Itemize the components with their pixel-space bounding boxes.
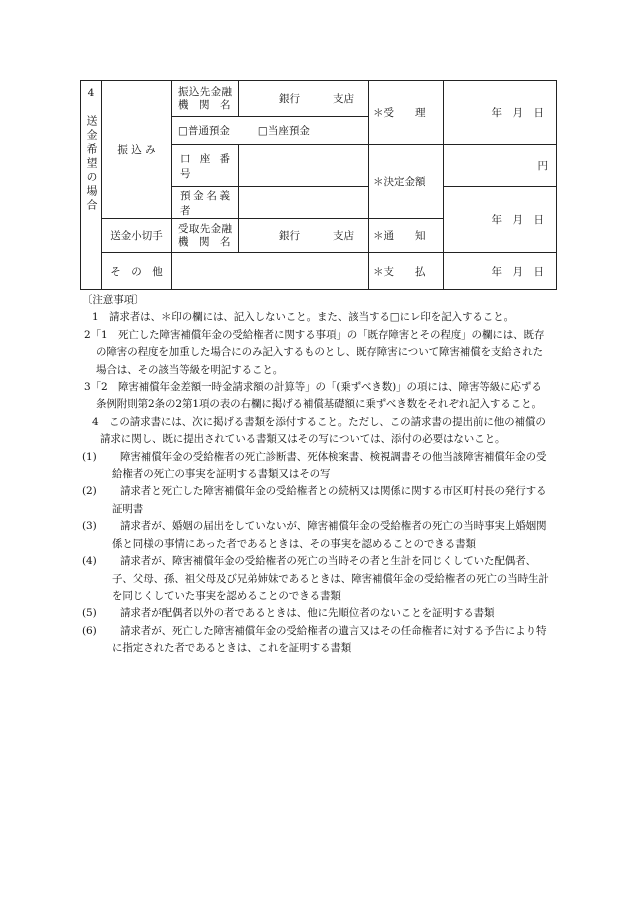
- note-subitem-3: [82, 518, 552, 553]
- receipt-label: ＊受 理: [369, 81, 444, 145]
- money-order-label: 送金小切手: [102, 219, 172, 253]
- section-number: 4: [87, 87, 95, 99]
- bank-word-2: 銀行: [279, 230, 300, 242]
- subitem-text: 請求者が、障害補償年金の受給権者の死亡の当時その者と生計を同じくしていた配偶者、子、父母、孫、祖父母及び兄弟姉妹であるときは、障害補償年金の受給権者の死亡の当時生計を同じくしていた事実を認めることのできる書類: [112, 555, 549, 602]
- branch-word-2: 支店: [333, 230, 354, 242]
- note-subitem-5: [82, 605, 552, 622]
- account-number-label: 口 座 番 号: [172, 145, 239, 187]
- other-label: そ の 他: [102, 253, 172, 290]
- transfer-label: 振 込 み: [102, 81, 172, 219]
- subitem-text: 請求者が、死亡した障害補償年金の受給権者の遺言又はその任命権者に対する予告により特に指定された者であるときは、これを証明する書類: [112, 624, 547, 655]
- transfer-bank-label-line1: 振込先金融: [178, 85, 232, 98]
- note-subitem-1: [82, 449, 552, 484]
- transfer-bank-label: [172, 81, 239, 117]
- notice-label: ＊通 知: [369, 219, 444, 253]
- subitem-text: 障害補償年金の受給権者の死亡診断書、死体検案書、検視調書その他当該障害補償年金の受給権者の死亡の事実を証明する書類又はその写: [112, 450, 547, 481]
- subitem-number: (6): [82, 624, 97, 637]
- payment-date-field[interactable]: 年 月 日: [444, 253, 557, 290]
- subitem-text: 請求者と死亡した障害補償年金の受給権者との続柄又は関係に関する市区町村長の発行する証明書: [112, 485, 547, 515]
- branch-word: 支店: [333, 93, 354, 105]
- remittance-form-table: [80, 80, 557, 290]
- account-holder-label: 預金名義者: [172, 187, 239, 219]
- account-holder-field[interactable]: [239, 187, 369, 219]
- note-item-1: 1 請求者は、＊印の欄には、記入しないこと。また、該当する□にレ印を記入すること。: [92, 311, 514, 324]
- receiving-bank-label-line1: 受取先金融: [178, 222, 232, 235]
- decision-amount-field[interactable]: 円: [444, 145, 557, 187]
- notes-heading: 〔注意事項〕: [82, 294, 145, 306]
- account-number-field[interactable]: [239, 145, 369, 187]
- section-title: 送金希望の場合: [85, 115, 98, 213]
- subitem-number: (4): [82, 555, 97, 568]
- other-field[interactable]: [172, 253, 369, 290]
- subitem-number: (1): [82, 450, 97, 463]
- receiving-bank-field[interactable]: [239, 219, 369, 253]
- notice-date-field[interactable]: 年 月 日: [444, 187, 557, 253]
- note-subitem-2: [82, 483, 552, 518]
- decision-amount-label: ＊決定金額: [369, 145, 444, 219]
- receipt-date-field[interactable]: 年 月 日: [444, 81, 557, 145]
- note-item-2: 2「1 死亡した障害補償年金の受給権者に関する事項」の「既存障害とその程度」の欄には、既存の障害の程度を加重した場合にのみ記入するものとし、既存障害について障害補償を支給された場合は、その該当等級を明記すること。: [84, 328, 545, 376]
- checking-deposit-checkbox[interactable]: □当座預金: [257, 125, 310, 137]
- note-subitem-4: [82, 553, 552, 605]
- subitem-number: (3): [82, 520, 97, 533]
- receiving-bank-label-line2: 機 関 名: [178, 235, 231, 248]
- transfer-bank-label-line2: 機 関 名: [178, 98, 231, 111]
- subitem-text: 請求者が配偶者以外の者であるときは、他に先順位者のないことを証明する書類: [120, 607, 495, 620]
- deposit-type-row: [172, 117, 369, 145]
- payment-label: ＊支 払: [369, 253, 444, 290]
- bank-word: 銀行: [279, 93, 300, 105]
- note-item-4: 4 この請求書には、次に掲げる書類を添付すること。ただし、この請求書の提出前に他の補償の請求に関し、既に提出されている書類又はその写については、添付の必要はないこと。: [92, 415, 546, 446]
- note-subitem-6: [82, 623, 552, 658]
- subitem-number: (5): [82, 607, 97, 620]
- notes-section: [82, 292, 552, 658]
- subitem-text: 請求者が、婚姻の届出をしていないが、障害補償年金の受給権者の死亡の当時事実上婚姻関係と同様の事情にあった者であるときは、その事実を認めることのできる書類: [112, 520, 547, 550]
- subitem-number: (2): [82, 485, 97, 498]
- transfer-bank-field[interactable]: [239, 81, 369, 117]
- note-item-3: 3「2 障害補償年金差額一時金請求額の計算等」の「(乗ずべき数)」の項には、障害等級に応ずる条例附則第2条の2第1項の表の右欄に掲げる補償基礎額に乗ずべき数をそれぞれ記入すること。: [84, 381, 542, 411]
- section-4-cell: [81, 81, 102, 290]
- ordinary-deposit-checkbox[interactable]: □普通預金: [178, 125, 230, 137]
- receiving-bank-label: [172, 219, 239, 253]
